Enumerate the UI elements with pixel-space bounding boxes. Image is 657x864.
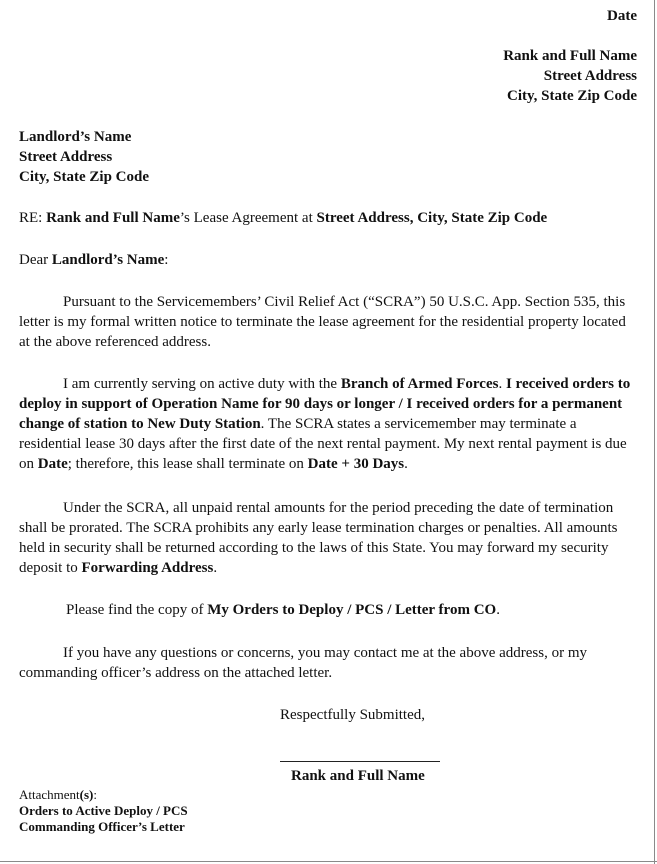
recipient-address-block [19,127,149,187]
sender-city: City, State Zip Code [506,88,637,104]
p3-forwarding-address: Forwarding Address [81,560,214,576]
closing: Respectfully Submitted, [280,707,425,723]
paragraph-questions [19,643,631,683]
p4-text-2: . [496,602,500,618]
paragraph-notice [19,292,631,352]
salutation [19,250,168,270]
page-edge-bottom [0,861,657,862]
p2-orders: I received orders to deploy in support of Operation Name for 90 days or longer / I received orders for a permanent change of station to New Duty Station [19,376,631,432]
paragraph-orders-copy [19,600,631,620]
signature-line [280,761,440,762]
p2-text-1: I am currently serving on active duty with the [63,376,341,392]
p4-text-1: Please find the copy of [66,602,208,618]
p2-branch: Branch of Armed Forces [340,376,499,392]
paragraph-active-duty [19,374,631,474]
salutation-prefix: Dear [19,252,52,268]
p2-text-5: . [404,456,408,472]
recipient-street: Street Address [19,149,113,165]
p2-termination-date: Date + 30 Days [307,456,405,472]
attachment-item: Orders to Active Deploy / PCS [19,803,188,818]
p4-orders-doc: My Orders to Deploy / PCS / Letter from CO [207,602,497,618]
re-mid: ’s Lease Agreement at [179,210,317,226]
attachments-label-bold: (s) [79,787,94,802]
p2-text-3: . The SCRA states a servicemember may terminate a residential lease 30 days after the first date of the next rental payment. My next rental payment is due on [19,416,627,472]
recipient-name: Landlord’s Name [19,129,132,145]
attachment-item: Commanding Officer’s Letter [19,819,185,834]
p5-text: If you have any questions or concerns, you may contact me at the above address, or my commanding officer’s address on the attached letter. [19,645,588,681]
page-edge-right [654,0,655,864]
re-address: Street Address, City, State Zip Code [316,210,548,226]
salutation-suffix: : [164,252,169,268]
paragraph-prorated [19,498,631,578]
letter-date: Date [607,8,637,24]
p3-text-1: Under the SCRA, all unpaid rental amounts for the period preceding the date of termination shall be prorated. The SCRA prohibits any early lease termination charges or penalties. All amounts held in security shall be returned according to the laws of this State. You may forward my security deposit to [19,500,618,576]
p3-text-2: . [213,560,218,576]
p2-date: Date [37,456,68,472]
attachments-label [19,787,188,803]
paragraph-notice-text: Pursuant to the Servicemembers’ Civil Relief Act (“SCRA”) 50 U.S.C. App. Section 535, this letter is my formal written notice to terminate the lease agreement for the residential property located at the above referenced address. [19,294,626,350]
attachments-label-suffix: : [93,787,97,802]
attachments-label-prefix: Attachment [19,787,80,802]
sender-street: Street Address [543,68,637,84]
signature-name: Rank and Full Name [291,768,425,784]
p2-text-2: . [498,376,506,392]
re-prefix: RE: [19,210,47,226]
re-name: Rank and Full Name [46,210,180,226]
p2-text-4: ; therefore, this lease shall terminate on [67,456,308,472]
recipient-city: City, State Zip Code [19,169,150,185]
salutation-name: Landlord’s Name [51,252,165,268]
re-line [19,208,547,228]
attachments-block [19,787,188,835]
sender-address-block [503,46,637,106]
sender-name: Rank and Full Name [503,48,637,64]
